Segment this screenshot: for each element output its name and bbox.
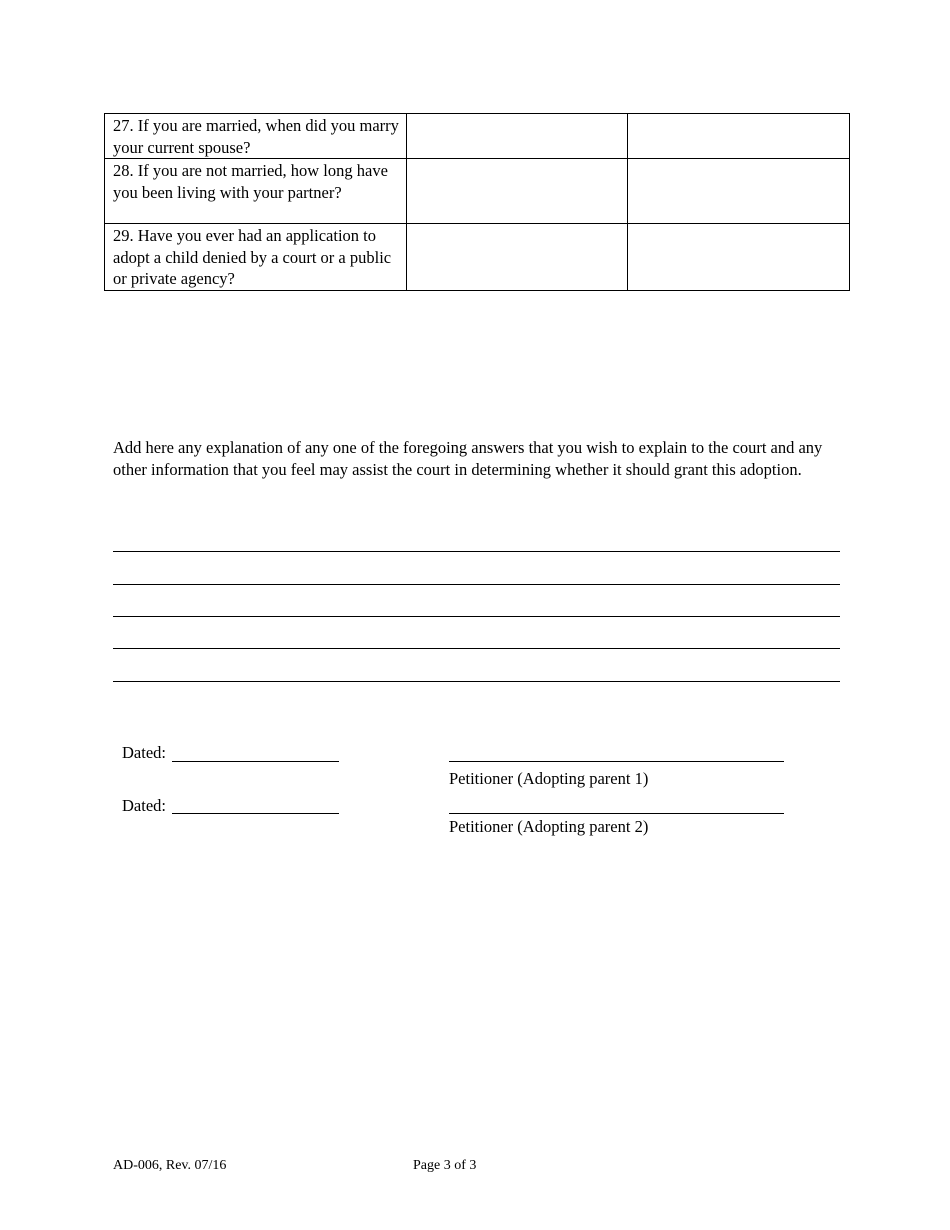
dated-label-2: Dated:	[122, 796, 166, 815]
table-row	[105, 224, 850, 291]
table-row	[105, 159, 850, 224]
explanation-line-5[interactable]	[113, 681, 840, 682]
answer-29-parent-1[interactable]	[407, 224, 628, 291]
page-number: Page 3 of 3	[413, 1158, 477, 1173]
explanation-line-4[interactable]	[113, 648, 840, 649]
question-27: 27. If you are married, when did you marry your current spouse?	[105, 114, 407, 159]
table-row	[105, 114, 850, 159]
answer-28-parent-1[interactable]	[407, 159, 628, 224]
petitioner-1-label: Petitioner (Adopting parent 1)	[449, 769, 649, 788]
answer-27-parent-2[interactable]	[628, 114, 850, 159]
question-28: 28. If you are not married, how long have you been living with your partner?	[105, 159, 407, 224]
question-29: 29. Have you ever had an application to adopt a child denied by a court or a public or private agency?	[105, 224, 407, 291]
answer-29-parent-2[interactable]	[628, 224, 850, 291]
explanation-prompt: Add here any explanation of any one of the foregoing answers that you wish to explain to the court and any other information that you feel may assist the court in determining whether it should grant this adoption.	[113, 438, 823, 479]
dated-label-1: Dated:	[122, 743, 166, 762]
questions-table	[104, 113, 850, 291]
explanation-line-3[interactable]	[113, 616, 840, 617]
signature-line-1[interactable]	[449, 761, 784, 762]
explanation-line-2[interactable]	[113, 584, 840, 585]
dated-field-1[interactable]	[172, 761, 339, 762]
petitioner-2-label: Petitioner (Adopting parent 2)	[449, 817, 649, 836]
answer-28-parent-2[interactable]	[628, 159, 850, 224]
answer-27-parent-1[interactable]	[407, 114, 628, 159]
explanation-line-1[interactable]	[113, 551, 840, 552]
form-id: AD-006, Rev. 07/16	[113, 1158, 227, 1173]
signature-line-2[interactable]	[449, 813, 784, 814]
dated-field-2[interactable]	[172, 813, 339, 814]
